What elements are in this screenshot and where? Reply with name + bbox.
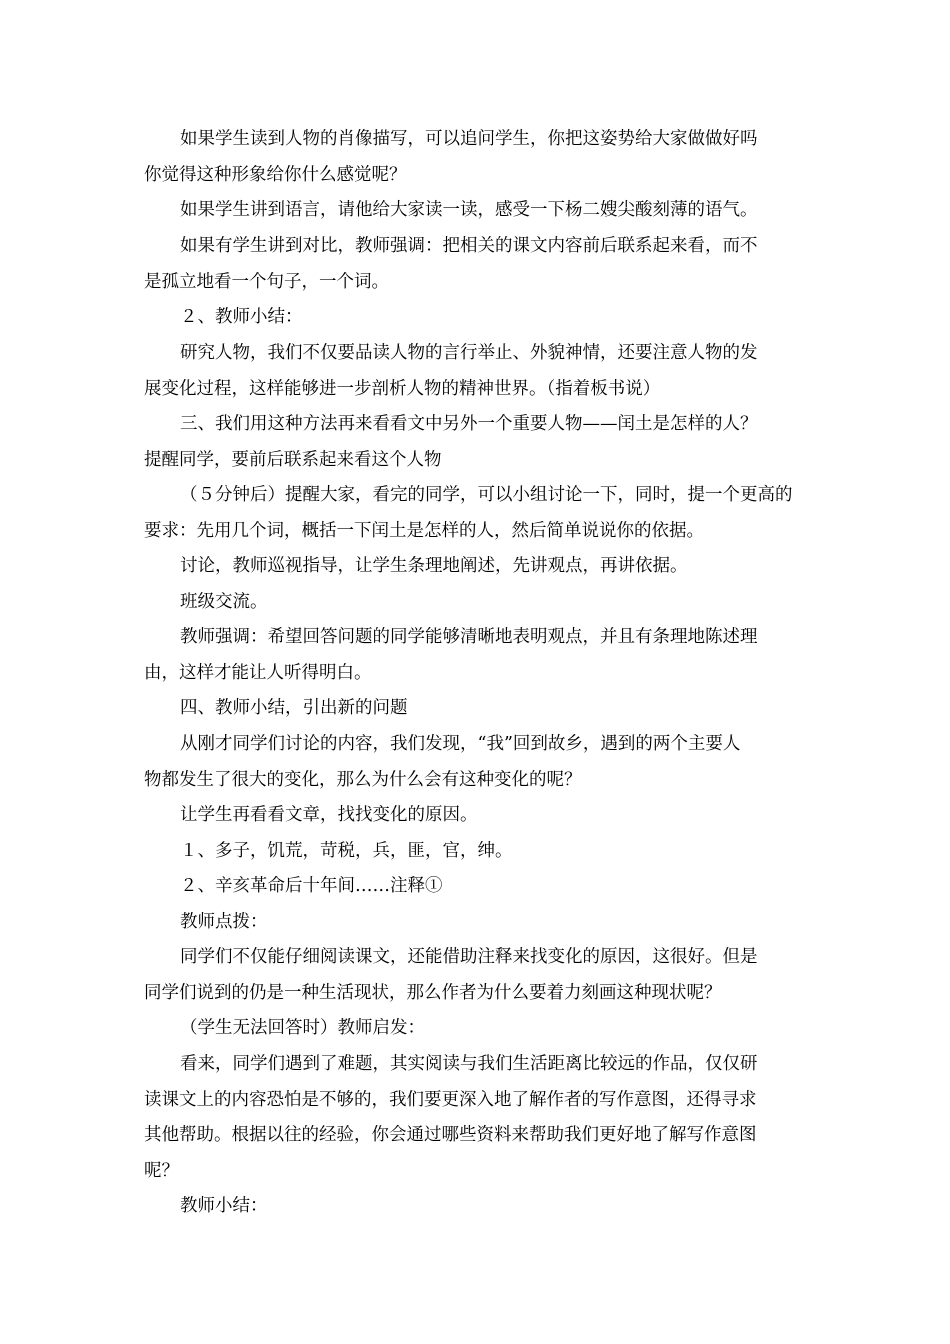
text-line: （学生无法回答时）教师启发： <box>180 1018 425 1038</box>
text-line: 物都发生了很大的变化，那么为什么会有这种变化的呢？ <box>144 769 582 790</box>
text-line: 教师点拨： <box>180 912 268 932</box>
paragraph-section-four <box>144 691 816 727</box>
paragraph-find-reasons <box>144 798 816 834</box>
paragraph-teacher-emphasis <box>144 620 816 691</box>
text-line: 从刚才同学们讨论的内容，我们发现，“我”回到故乡，遇到的两个主要人 <box>180 734 741 754</box>
text-line: 四、教师小结，引出新的问题 <box>180 698 408 718</box>
paragraph-discussion <box>144 549 816 585</box>
text-line: 三、我们用这种方法再来看看文中另外一个重要人物——闰土是怎样的人？ <box>180 414 758 434</box>
text-line: 要求：先用几个词，概括一下闰土是怎样的人，然后简单说说你的依据。 <box>144 520 704 541</box>
text-line: 同学们说到的仍是一种生活现状，那么作者为什么要着力刻画这种现状呢？ <box>144 982 722 1003</box>
paragraph-portrait-description <box>144 122 816 193</box>
text-line: 展变化过程，这样能够进一步剖析人物的精神世界。（指着板书说） <box>144 378 661 399</box>
text-line: 讨论，教师巡视指导，让学生条理地阐述，先讲观点，再讲依据。 <box>180 556 688 576</box>
text-line: ２、教师小结： <box>180 307 303 327</box>
text-line: 如果有学生讲到对比，教师强调：把相关的课文内容前后联系起来看，而不 <box>180 236 758 256</box>
text-line: 你觉得这种形象给你什么感觉呢？ <box>144 164 407 185</box>
paragraph-teacher-guidance-heading <box>144 905 816 941</box>
text-line: （５分钟后）提醒大家，看完的同学，可以小组讨论一下，同时，提一个更高的 <box>180 485 793 505</box>
paragraph-language <box>144 193 816 229</box>
text-line: 班级交流。 <box>180 592 268 612</box>
paragraph-change-question <box>144 727 816 798</box>
paragraph-study-characters <box>144 336 816 407</box>
paragraph-reason-two <box>144 869 816 905</box>
text-line: 看来，同学们遇到了难题，其实阅读与我们生活距离比较远的作品，仅仅研 <box>180 1054 758 1074</box>
paragraph-discussion-reminder <box>144 478 816 549</box>
paragraph-summary-heading <box>144 300 816 336</box>
paragraph-teacher-guidance <box>144 940 816 1011</box>
text-line: 呢？ <box>144 1160 179 1181</box>
text-line: １、多子，饥荒，苛税，兵，匪，官，绅。 <box>180 841 513 861</box>
text-line: 教师小结： <box>180 1196 268 1216</box>
text-line: 研究人物，我们不仅要品读人物的言行举止、外貌神情，还要注意人物的发 <box>180 343 758 363</box>
paragraph-teacher-prompt-heading <box>144 1011 816 1047</box>
paragraph-section-three <box>144 407 816 478</box>
text-line: 同学们不仅能仔细阅读课文，还能借助注释来找变化的原因，这很好。但是 <box>180 947 758 967</box>
text-line: ２、辛亥革命后十年间……注释① <box>180 876 443 896</box>
text-line: 是孤立地看一个句子，一个词。 <box>144 271 389 292</box>
paragraph-contrast <box>144 229 816 300</box>
text-line: 其他帮助。根据以往的经验，你会通过哪些资料来帮助我们更好地了解写作意图 <box>144 1125 757 1145</box>
text-line: 读课文上的内容恐怕是不够的，我们要更深入地了解作者的写作意图，还得寻求 <box>144 1089 757 1110</box>
paragraph-teacher-prompt <box>144 1047 816 1189</box>
text-line: 提醒同学，要前后联系起来看这个人物 <box>144 449 442 470</box>
text-line: 让学生再看看文章，找找变化的原因。 <box>180 805 478 825</box>
text-line: 如果学生讲到语言，请他给大家读一读，感受一下杨二嫂尖酸刻薄的语气。 <box>180 200 758 220</box>
text-line: 由，这样才能让人听得明白。 <box>144 662 372 683</box>
paragraph-class-exchange <box>144 585 816 621</box>
text-line: 教师强调：希望回答问题的同学能够清晰地表明观点，并且有条理地陈述理 <box>180 627 758 647</box>
paragraph-teacher-summary <box>144 1189 816 1225</box>
paragraph-reason-one <box>144 834 816 870</box>
text-line: 如果学生读到人物的肖像描写，可以追问学生，你把这姿势给大家做做好吗 <box>180 129 758 149</box>
